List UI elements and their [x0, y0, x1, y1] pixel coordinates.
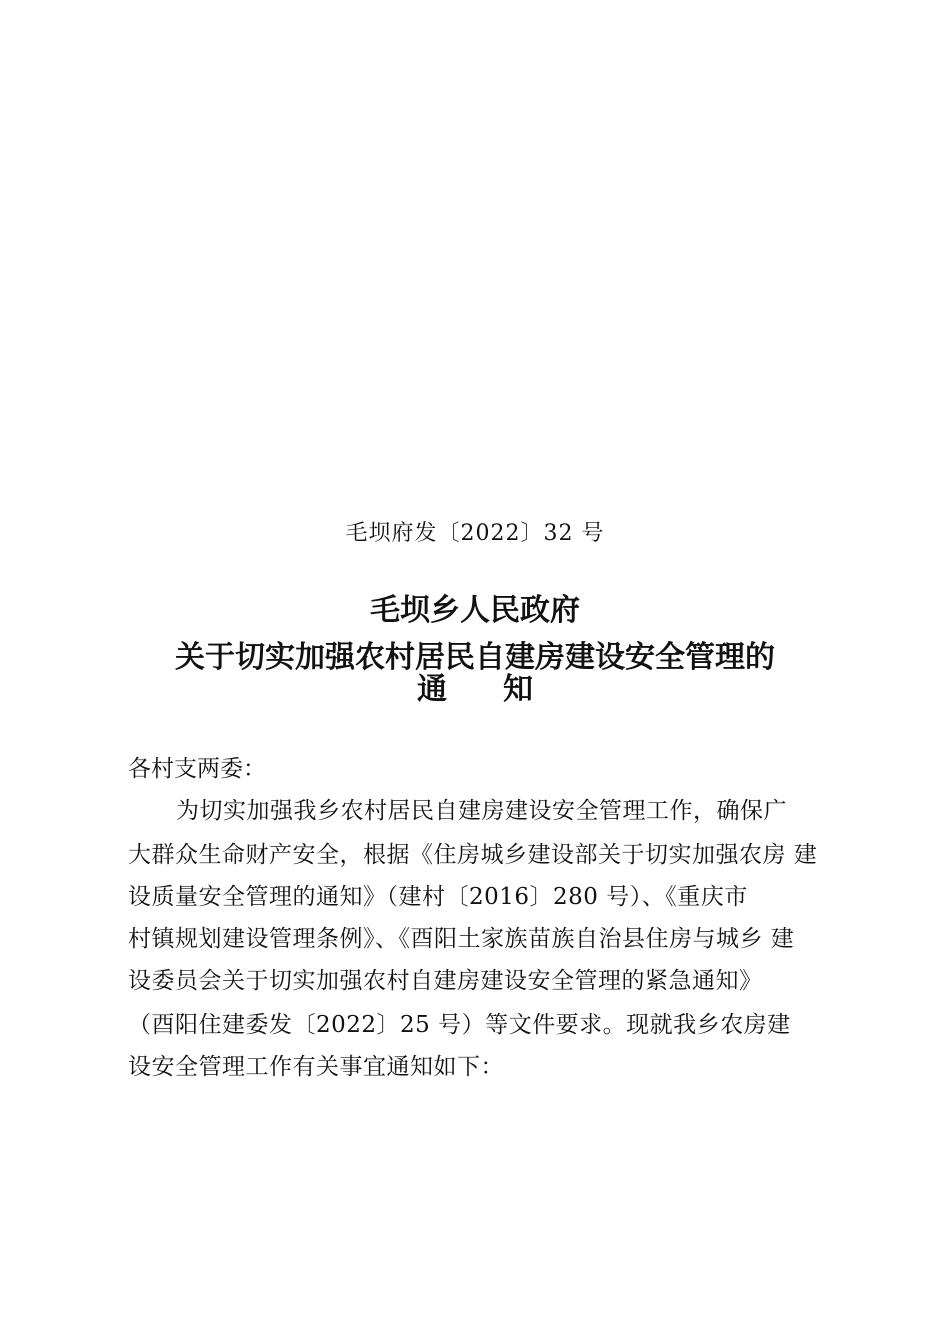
body-line: 设质量安全管理的通知》（建村〔2016〕280 号）、《重庆市 [128, 884, 748, 910]
body-line: 村镇规划建设管理条例》、《酉阳土家族苗族自治县住房与城乡 建 [128, 926, 795, 952]
document-number: 毛坝府发〔2022〕32 号 [345, 521, 605, 546]
salutation: 各村支两委： [128, 756, 266, 782]
body-line: 设安全管理工作有关事宜通知如下： [128, 1054, 504, 1080]
body-line: 设委员会关于切实加强农村自建房建设安全管理的紧急通知》 [128, 968, 763, 994]
title-subject: 关于切实加强农村居民自建房建设安全管理的 [175, 640, 775, 675]
body-line: （酉阳住建委发〔2022〕25 号）等文件要求。现就我乡农房建 [128, 1012, 791, 1038]
body-line: 为切实加强我乡农村居民自建房建设安全管理工作，确保广 [176, 798, 787, 824]
title-notice [0, 672, 950, 708]
title-notice-char1: 通 [417, 672, 447, 707]
title-issuer: 毛坝乡人民政府 [370, 593, 580, 628]
title-notice-char2: 知 [503, 672, 533, 707]
body-line: 大群众生命财产安全，根据《住房城乡建设部关于切实加强农房 建 [128, 842, 818, 868]
